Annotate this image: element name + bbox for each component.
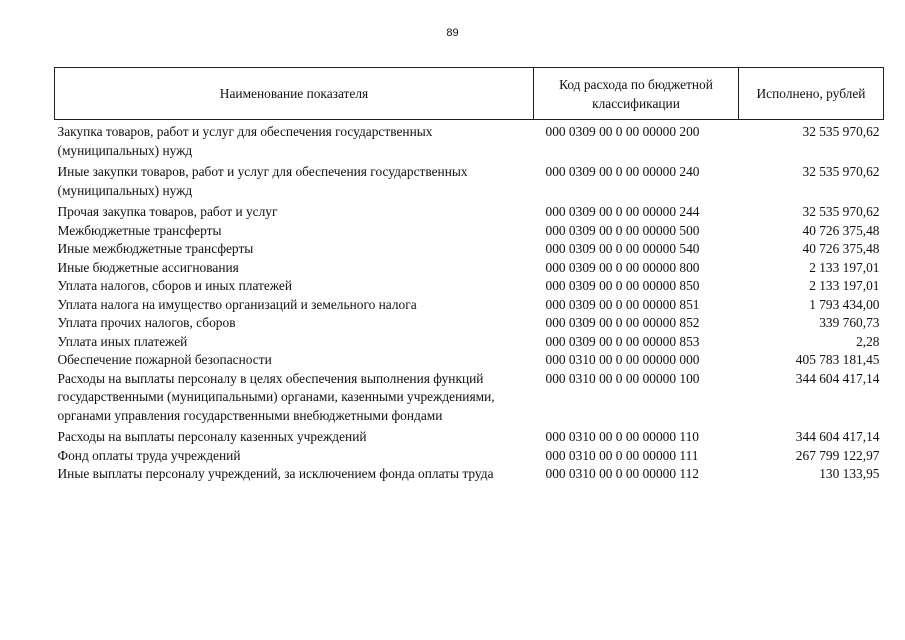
row-name: Уплата иных платежей (57, 333, 188, 349)
row-code: 000 0310 00 0 00 00000 000 (545, 352, 700, 367)
row-name: Уплата налогов, сборов и иных платежей (57, 278, 293, 293)
column-header-amount: Исполнено, рублей (739, 68, 884, 120)
table-row (55, 428, 884, 447)
row-name: Прочая закупка товаров, работ и услуг (57, 204, 278, 219)
table-row (55, 333, 884, 352)
table-row (55, 120, 884, 164)
row-amount: 32 535 970,62 (802, 164, 880, 179)
table-row (55, 296, 884, 315)
row-name: Иные бюджетные ассигнования (57, 259, 239, 275)
row-code: 000 0309 00 0 00 00000 853 (545, 333, 700, 349)
table-row (55, 240, 884, 259)
row-code: 000 0309 00 0 00 00000 240 (545, 164, 700, 179)
row-code: 000 0310 00 0 00 00000 112 (545, 466, 699, 481)
row-amount: 339 760,73 (819, 315, 880, 330)
row-code: 000 0309 00 0 00 00000 851 (545, 296, 700, 312)
row-code: 000 0309 00 0 00 00000 850 (545, 278, 700, 293)
column-header-name: Наименование показателя (55, 68, 534, 120)
budget-execution-table (54, 67, 884, 484)
row-name: Расходы на выплаты персоналу в целях обеспечения выполнения функций государственными (муниципальными) органами, казенными учреждениями, органами управления государственными внебюджетными фондами (57, 370, 495, 423)
row-code: 000 0309 00 0 00 00000 200 (545, 124, 700, 139)
row-name: Расходы на выплаты персоналу казенных учреждений (57, 429, 367, 444)
table-row (55, 447, 884, 466)
row-name: Уплата прочих налогов, сборов (57, 315, 236, 330)
row-code: 000 0309 00 0 00 00000 852 (545, 315, 700, 330)
row-name: Уплата налога на имущество организаций и земельного налога (57, 296, 417, 312)
page-number: 89 (446, 27, 459, 39)
row-name: Закупка товаров, работ и услуг для обеспечения государственных (муниципальных) нужд (57, 124, 433, 158)
row-amount: 2 133 197,01 (809, 278, 880, 293)
row-code: 000 0309 00 0 00 00000 244 (545, 204, 700, 219)
table-row (55, 222, 884, 241)
row-name: Иные межбюджетные трансферты (57, 241, 254, 256)
row-amount: 344 604 417,14 (795, 429, 880, 444)
row-code: 000 0310 00 0 00 00000 110 (545, 429, 699, 444)
row-amount: 405 783 181,45 (795, 352, 880, 367)
row-name: Обеспечение пожарной безопасности (57, 352, 272, 367)
row-amount: 267 799 122,97 (795, 447, 880, 463)
row-code: 000 0310 00 0 00 00000 111 (545, 447, 699, 463)
row-amount: 40 726 375,48 (802, 241, 880, 256)
table-row (55, 163, 884, 203)
row-amount: 344 604 417,14 (795, 370, 880, 386)
row-code: 000 0309 00 0 00 00000 540 (545, 241, 700, 256)
table-row (55, 370, 884, 429)
row-amount: 32 535 970,62 (802, 124, 880, 139)
row-amount: 2,28 (856, 333, 880, 349)
table-row (55, 314, 884, 333)
column-header-code: Код расхода по бюджетной классификации (534, 68, 739, 120)
row-amount: 1 793 434,00 (809, 296, 880, 312)
row-name: Иные закупки товаров, работ и услуг для обеспечения государственных (муниципальных) нужд (57, 164, 468, 198)
table-header-row (55, 68, 884, 120)
row-code: 000 0309 00 0 00 00000 800 (545, 259, 700, 275)
table-row (55, 203, 884, 222)
row-amount: 2 133 197,01 (809, 259, 880, 275)
table-row (55, 351, 884, 370)
row-code: 000 0309 00 0 00 00000 500 (545, 222, 700, 238)
row-name: Межбюджетные трансферты (57, 222, 222, 238)
row-amount: 130 133,95 (819, 466, 880, 481)
row-amount: 32 535 970,62 (802, 204, 880, 219)
row-name: Фонд оплаты труда учреждений (57, 447, 241, 463)
table-row (55, 277, 884, 296)
row-amount: 40 726 375,48 (802, 222, 880, 238)
table-row (55, 259, 884, 278)
table-row (55, 465, 884, 484)
row-code: 000 0310 00 0 00 00000 100 (545, 370, 700, 386)
row-name: Иные выплаты персоналу учреждений, за исключением фонда оплаты труда (57, 466, 494, 481)
